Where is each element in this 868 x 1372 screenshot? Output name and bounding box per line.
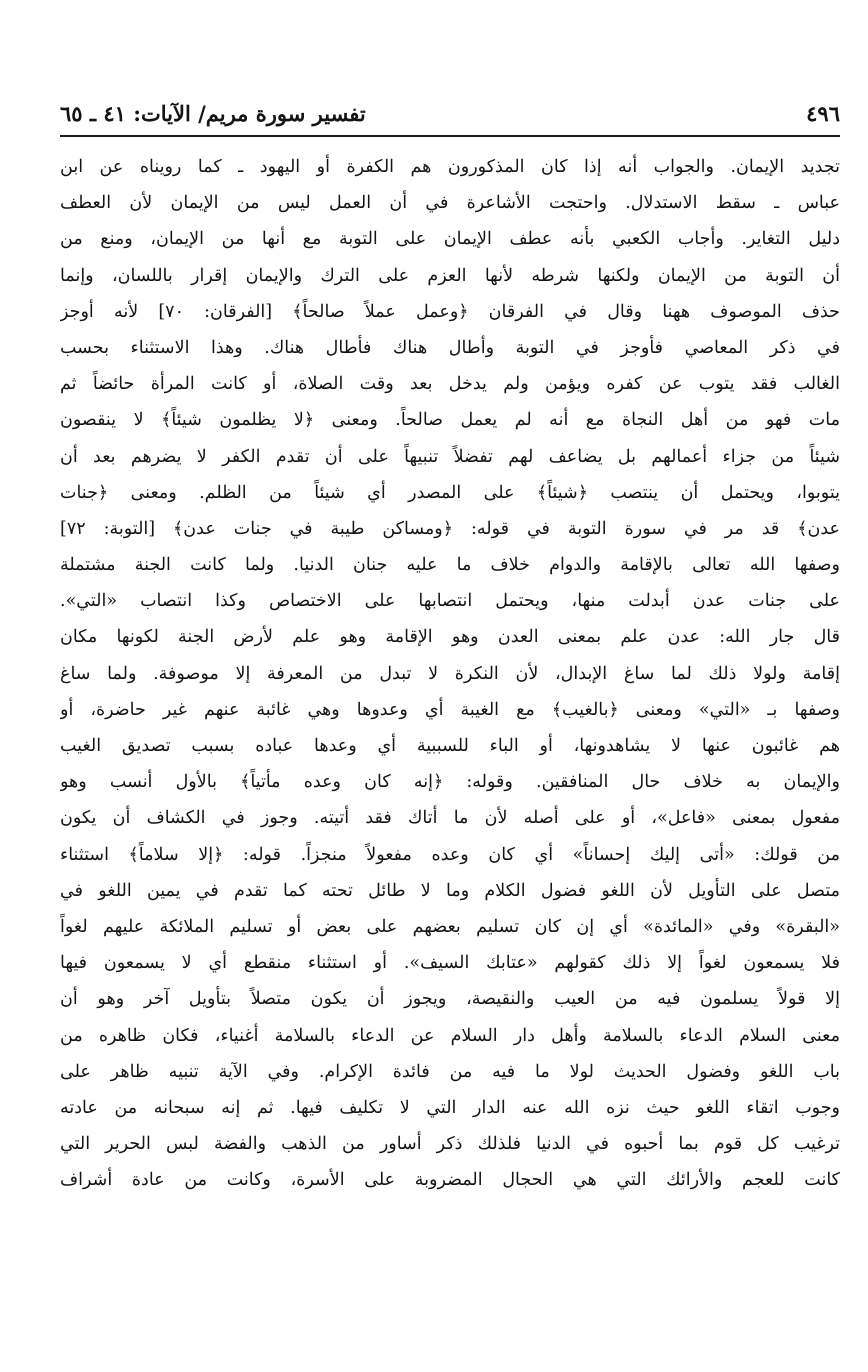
text-line: عدن﴾ قد مر في سورة التوبة في قوله: ﴿ومساكن طيبة في جنات عدن﴾ [التوبة: ٧٢] [60,518,840,539]
text-line: والإيمان به خلاف حال المنافقين. وقوله: ﴿إنه كان وعده مأتياً﴾ بالأول أنسب وهو [60,772,840,793]
page-number: ٤٩٦ [806,101,840,126]
text-line: عباس ـ سقط الاستدلال. واحتجت الأشاعرة في أن العمل ليس من الإيمان لأن العطف [60,193,840,214]
text-line: «البقرة» وفي «المائدة» أي إن كان تسليم بعضهم على بعض أو تسليم الملائكة عليهم لغواً [60,916,840,937]
page-header [60,95,840,137]
text-line: متصل على التأويل لأن اللغو فضول الكلام وما لا طائل تحته كما تقدم في يمين اللغو في [60,880,840,901]
text-line: في ذكر المعاصي فأوجز في التوبة وأطال هناك فأطال هناك. وهذا الاستثناء بحسب [60,337,840,358]
text-line: مات فهو من أهل النجاة مع أنه لم يعمل صالحاً. ومعنى ﴿لا يظلمون شيئاً﴾ لا ينقصون [60,410,840,431]
text-line: وصفها بـ «التي» ومعنى ﴿بالغيب﴾ مع الغيبة أي وعدوها وهي غائبة عنهم غير حاضرة، أو [60,699,840,720]
text-line: إقامة ولولا ذلك لما ساغ الإبدال، لأن النكرة لا تبدل من المعرفة إلا موصوفة. ولما ساغ [60,663,840,684]
text-line: مفعول بمعنى «فاعل»، أو على أصله لأن ما أتاك فقد أتيته. وجوز في الكشاف أن يكون [60,808,840,829]
text-line: يتوبوا، ويحتمل أن ينتصب ﴿شيئاً﴾ على المصدر أي شيئاً من الظلم. ومعنى ﴿جنات [60,482,840,503]
text-line: تجديد الإيمان. والجواب أنه إذا كان المذكورون هم الكفرة أو اليهود ـ كما رويناه عن ابن [60,157,840,177]
text-line: أن التوبة من الإيمان ولكنها شرطه لأنها العزم على الترك والإيمان إقرار باللسان، وإنما [60,265,840,286]
text-line: شيئاً من جزاء أعمالهم بل يضاعف لهم تفضلاً تنبيهاً على أن تقدم الكفر لا يضرهم بعد أن [60,446,840,467]
text-line: باب اللغو وفضول الحديث لولا ما فيه من فائدة الإكرام. وفي الآية تنبيه ظاهر على [60,1061,840,1082]
text-line: فلا يسمعون لغواً إلا ذلك كقولهم «عتابك السيف». أو استثناء منقطع أي لا يسمعون فيها [60,953,840,974]
text-line: كانت للعجم والأرائك التي هي الحجال المضروبة على الأسرة، وكانت من عادة أشراف [60,1170,840,1191]
text-line: وصفها الله تعالى بالإقامة والدوام خلاف ما عليه جنان الدنيا. ولما كانت الجنة مشتملة [60,555,840,576]
text-line: من قولك: «أتى إليك إحساناً» أي كان وعده مفعولاً منجزاً. قوله: ﴿إلا سلاماً﴾ استثناء [60,844,840,865]
text-line: ترغيب كل قوم بما أحبوه في الدنيا فلذلك ذكر أساور من الذهب والفضة لبس الحرير التي [60,1134,840,1155]
text-line: حذف الموصوف ههنا وقال في الفرقان ﴿وعمل عملاً صالحاً﴾ [الفرقان: ٧٠] لأنه أوجز [60,301,840,322]
text-line: وجوب اتقاء اللغو حيث نزه الله عنه الدار التي لا تكليف فيها. ثم إنه سبحانه من عادته [60,1097,840,1118]
book-page [60,95,840,1335]
text-line: على جنات عدن أبدلت منها، ويحتمل انتصابها على الاختصاص وكذا انتصاب «التي». [60,591,840,612]
text-line: معنى السلام الدعاء بالسلامة وأهل دار السلام عن الدعاء بالسلامة أغنياء، فكان ظاهره من [60,1025,840,1046]
text-line: قال جار الله: عدن علم بمعنى العدن وهو الإقامة وهو علم لأرض الجنة لكونها مكان [60,627,840,648]
page-body [60,149,840,1198]
text-line: هم غائبون عنها لا يشاهدونها، أو الباء للسببية أي وعدها عباده بسبب تصديق الغيب [60,736,840,756]
text-line: إلا قولاً يسلمون فيه من العيب والنقيصة، ويجوز أن يكون متصلاً بتأويل آخر وهو أن [60,989,840,1010]
text-line: دليل التغاير. وأجاب الكعبي بأنه عطف الإيمان على التوبة مع أنها من الإيمان، ومنع من [60,229,840,250]
running-title: تفسير سورة مريم/ الآيات: ٤١ ـ ٦٥ [60,101,366,126]
text-line: الغالب فقد يتوب عن كفره ويؤمن ولم يدخل بعد وقت الصلاة، أو كانت المرأة حائضاً ثم [60,374,840,395]
